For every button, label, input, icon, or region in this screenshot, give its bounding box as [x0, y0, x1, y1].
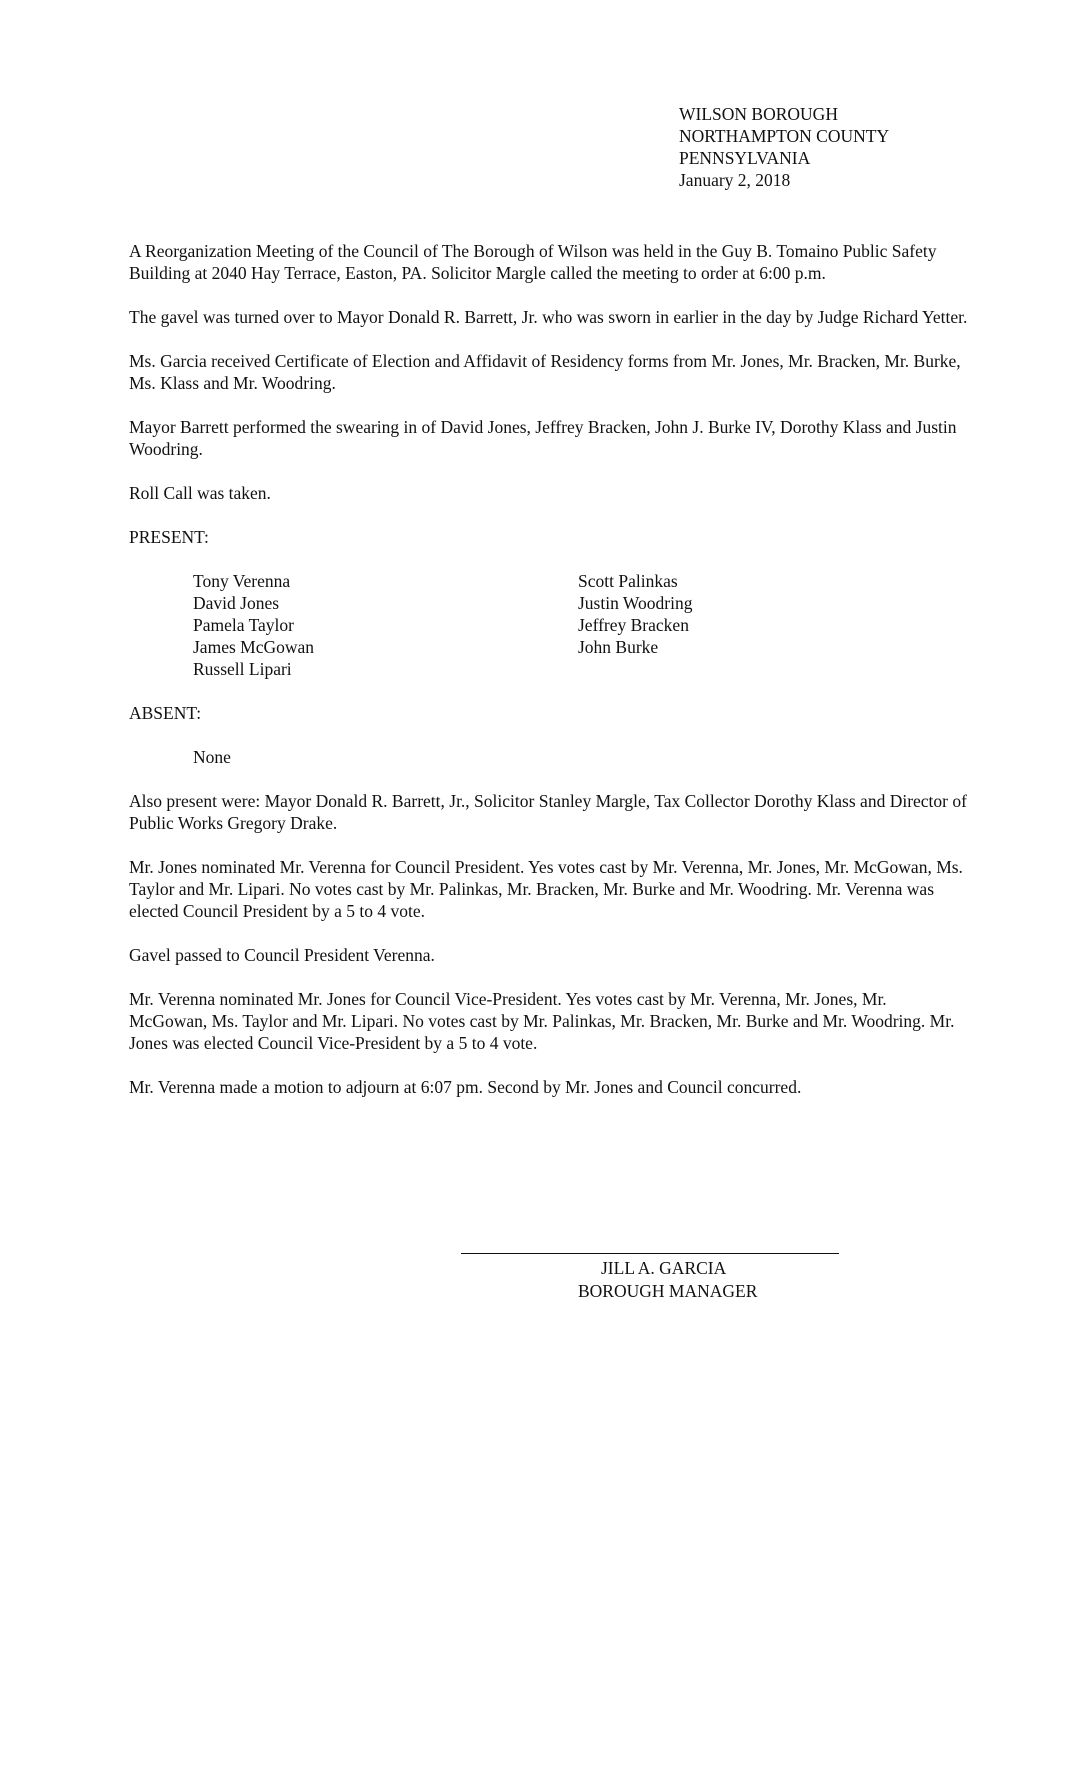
letterhead — [679, 103, 889, 191]
paragraph-certificates: Ms. Garcia received Certificate of Election and Affidavit of Residency forms from Mr. Jones, Mr. Bracken, Mr. Burke, Ms. Klass and Mr. Woodring. — [129, 351, 961, 393]
list-item: Jeffrey Bracken — [578, 615, 689, 635]
list-item: Pamela Taylor — [193, 615, 294, 635]
paragraph-adjourn: Mr. Verenna made a motion to adjourn at 6:07 pm. Second by Mr. Jones and Council concurred. — [129, 1077, 802, 1097]
paragraph-vice-president-vote: Mr. Verenna nominated Mr. Jones for Council Vice-President. Yes votes cast by Mr. Verenna, Mr. Jones, Mr. McGowan, Ms. Taylor and Mr. Lipari. No votes cast by Mr. Palinkas, Mr. Bracken, Mr. Burke and Mr. Woodring. Mr. Jones was elected Council Vice-President by a 5 to 4 vote. — [129, 989, 955, 1053]
absent-label: ABSENT: — [129, 703, 202, 723]
signature-line — [461, 1253, 839, 1254]
signer-title: BOROUGH MANAGER — [578, 1281, 758, 1301]
paragraph-president-vote: Mr. Jones nominated Mr. Verenna for Council President. Yes votes cast by Mr. Verenna, Mr. Jones, Mr. McGowan, Ms. Taylor and Mr. Lipari. No votes cast by Mr. Palinkas, Mr. Bracken, Mr. Burke and Mr. Woodring. Mr. Verenna was elected Council President by a 5 to 4 vote. — [129, 857, 963, 921]
list-item: Tony Verenna — [193, 571, 291, 591]
paragraph-roll-call: Roll Call was taken. — [129, 483, 271, 503]
paragraph-also-present: Also present were: Mayor Donald R. Barrett, Jr., Solicitor Stanley Margle, Tax Collector Dorothy Klass and Director of Public Works Gregory Drake. — [129, 791, 967, 833]
state-name: PENNSYLVANIA — [679, 148, 811, 168]
paragraph-gavel: The gavel was turned over to Mayor Donald R. Barrett, Jr. who was sworn in earlier in the day by Judge Richard Yetter. — [129, 307, 968, 327]
borough-name: WILSON BOROUGH — [679, 104, 838, 124]
paragraph-call-to-order: A Reorganization Meeting of the Council of The Borough of Wilson was held in the Guy B. Tomaino Public Safety Building at 2040 Hay Terrace, Easton, PA. Solicitor Margle called the meeting to order at 6:00 p.m. — [129, 241, 937, 283]
present-roster — [193, 570, 969, 680]
present-column-right — [578, 570, 963, 680]
list-item: James McGowan — [193, 637, 315, 657]
county-name: NORTHAMPTON COUNTY — [679, 126, 890, 146]
list-item: Justin Woodring — [578, 593, 693, 613]
paragraph-gavel-passed: Gavel passed to Council President Verenna. — [129, 945, 435, 965]
minutes-body — [129, 240, 969, 1120]
absent-value: None — [193, 747, 231, 767]
paragraph-swearing-in: Mayor Barrett performed the swearing in of David Jones, Jeffrey Bracken, John J. Burke IV, Dorothy Klass and Justin Woodring. — [129, 417, 957, 459]
meeting-date: January 2, 2018 — [679, 170, 791, 190]
signer-name: JILL A. GARCIA — [601, 1258, 727, 1278]
present-label: PRESENT: — [129, 527, 209, 547]
list-item: David Jones — [193, 593, 280, 613]
present-column-left — [193, 570, 578, 680]
list-item: Scott Palinkas — [578, 571, 678, 591]
list-item: John Burke — [578, 637, 659, 657]
list-item: Russell Lipari — [193, 659, 292, 679]
